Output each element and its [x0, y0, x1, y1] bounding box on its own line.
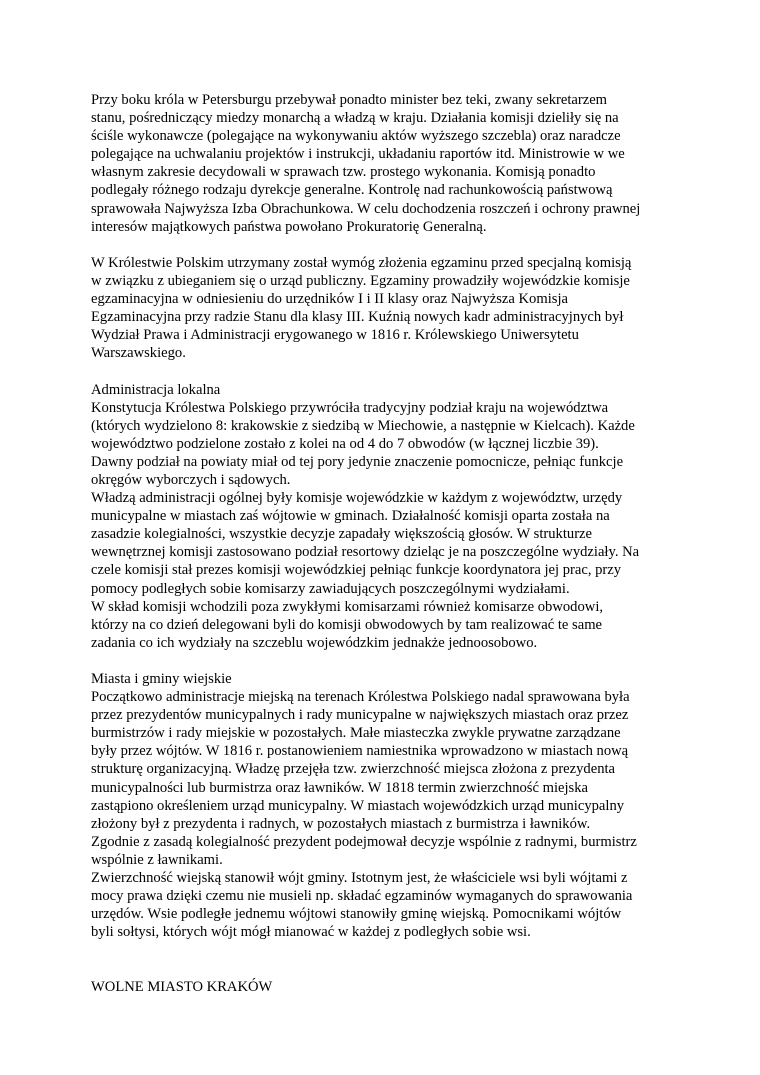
document-page [91, 91, 681, 996]
paragraph: W skład komisji wchodzili poza zwykłymi komisarzami również komisarze obwodowi, którzy na co dzień delegowani byli do komisji obwodowych by tam realizować te same zadania co ich wydziały na szczeblu wojewódzkim jednakże jednoosobowo. [91, 598, 604, 651]
chapter-heading: WOLNE MIASTO KRAKÓW [91, 978, 273, 995]
paragraph: Początkowo administracje miejską na terenach Królestwa Polskiego nadal sprawowana była przez prezydentów municypalnych i rady municypalne w największych miastach oraz przez burmistrzów i rady miejskie w pozostałych. Małe miasteczka zwykle prywatne zarządzane były przez wójtów. W 1816 r. postanowieniem namiestnika wprowadzono w miastach nową strukturę organizacyjną. Władzę przejęła tzw. zwierzchność miejsca złożona z prezydenta municypalności lub burmistrza oraz ławników. W 1818 termin zwierzchność miejska zastąpiono określeniem urząd municypalny. W miastach wojewódzkich urząd municypalny złożony był z prezydenta i radnych, w pozostałych miastach z burmistrza i ławników. Zgodnie z zasadą kolegialność prezydent podejmował decyzje wspólnie z radnymi, burmistrz wspólnie z ławnikami. [91, 689, 637, 868]
paragraph: Władzą administracji ogólnej były komisje wojewódzkie w każdym z województw, urzędy municypalne w miastach zaś wójtowie w gminach. Działalność komisji oparta została na zasadzie kolegialności, wszystkie decyzje zapadały większością głosów. W strukturze wewnętrznej komisji zastosowano podział resortowy dzieląc je na poszczególne wydziały. Na czele komisji stał prezes komisji wojewódzkiej pełniąc funkcje koordynatora jej prac, przy pomocy podległych sobie komisarzy zawiadujących poszczególnymi wydziałami. [91, 490, 640, 597]
paragraph: Przy boku króla w Petersburgu przebywał ponadto minister bez teki, zwany sekretarzem stanu, pośredniczący miedzy monarchą a władzą w kraju. Działania komisji dzieliły się na ściśle wykonawcze (polegające na wykonywaniu aktów wyższego szczebla) oraz naradcze polegające na uchwalaniu projektów i instrukcji, układaniu raportów itd. Ministrowie w we własnym zakresie decydowali w sprawach tzw. prostego wykonania. Komisją ponadto podlegały różnego rodzaju dyrekcje generalne. Kontrolę nad rachunkowością państwową sprawowała Najwyższa Izba Obrachunkowa. W celu dochodzenia roszczeń i ochrony prawnej interesów majątkowych państwa powołano Prokuratorię Generalną. [91, 92, 641, 235]
section-exams [91, 254, 681, 363]
section-towns-and-villages [91, 670, 681, 941]
section-heading: Miasta i gminy wiejskie [91, 671, 232, 687]
paragraph: W Królestwie Polskim utrzymany został wymóg złożenia egzaminu przed specjalną komisją w związku z ubieganiem się o urząd publiczny. Egzaminy prowadziły wojewódzkie komisje egzaminacyjna w odniesieniu do urzędników I i II klasy oraz Najwyższa Komisja Egzaminacyjna przy radzie Stanu dla klasy III. Kuźnią nowych kadr administracyjnych był Wydział Prawa i Administracji erygowanego w 1816 r. Królewskiego Uniwersytetu Warszawskiego. [91, 254, 632, 362]
section-heading: Administracja lokalna [91, 381, 221, 398]
section-local-administration [91, 381, 681, 652]
paragraph: Konstytucja Królestwa Polskiego przywróciła tradycyjny podział kraju na województwa (których wydzielono 8: krakowskie z siedzibą w Miechowie, a następnie w Kielcach). Każde województwo podzielone zostało z kolei na od 4 do 7 obwodów (w łącznej liczbie 39). Dawny podział na powiaty miał od tej pory jedynie znaczenie pomocnicze, pełniąc funkcje okręgów wyborczych i sądowych. [91, 399, 635, 488]
section-central-administration [91, 91, 681, 236]
paragraph: Zwierzchność wiejską stanowił wójt gminy. Istotnym jest, że właściciele wsi byli wójtami z mocy prawa dzięki czemu nie musieli np. składać egzaminów wymaganych do sprawowania urzędów. Wsie podległe jednemu wójtowi stanowiły gminę wiejską. Pomocnikami wójtów byli sołtysi, których wójt mógł mianować w każdej z podległych sobie wsi. [91, 870, 633, 941]
